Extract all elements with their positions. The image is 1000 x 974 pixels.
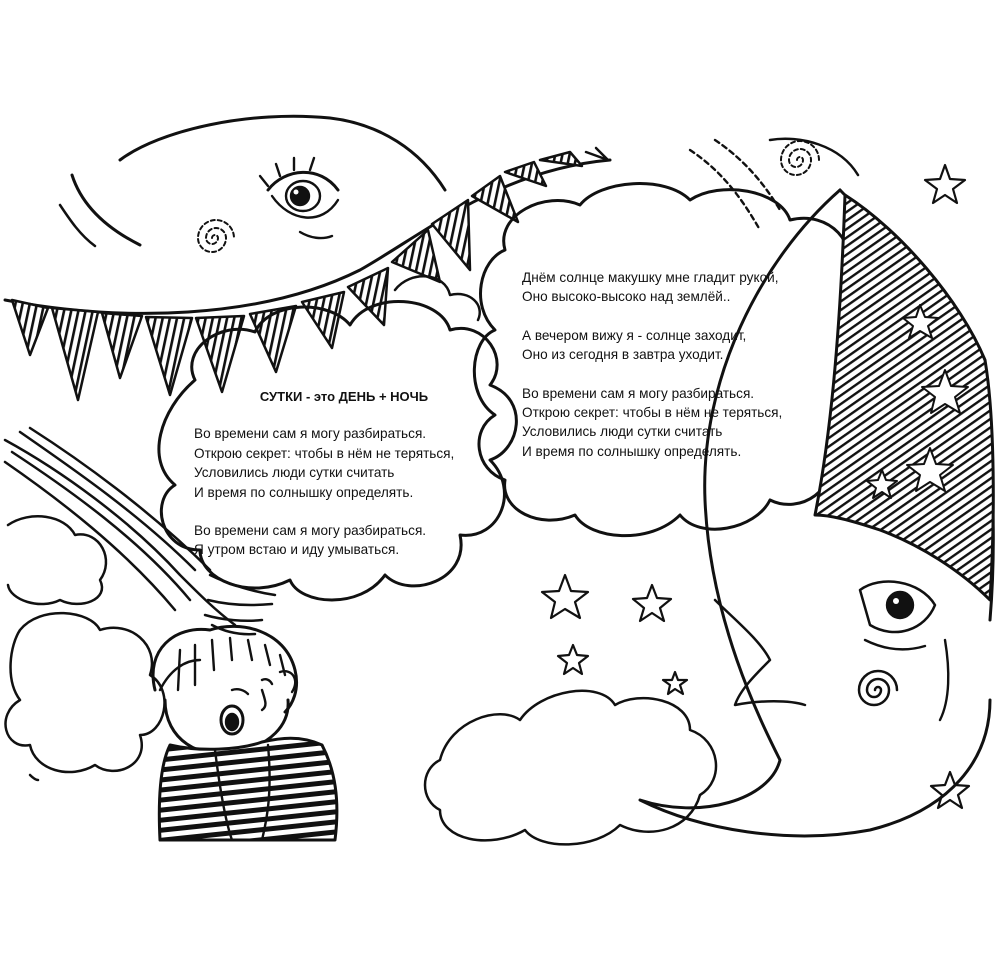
- right-stanza-1: [522, 268, 842, 307]
- poem-line: Днём солнце макушку мне гладит рукой,: [522, 270, 779, 285]
- sun-face: [60, 116, 445, 252]
- boy: [153, 626, 337, 840]
- left-poem: [194, 387, 494, 579]
- right-poem: [522, 268, 842, 480]
- poem-line: Открою секрет: чтобы в нём не теряться,: [522, 405, 783, 421]
- poem-line: Открою секрет: чтобы в нём не теряться,: [194, 445, 455, 461]
- right-stanza-3: [522, 384, 842, 462]
- right-stanza-2: [522, 326, 842, 365]
- poem-line: Оно высоко-высоко над землёй..: [522, 289, 731, 305]
- poem-line: И время по солнышку определять.: [522, 443, 742, 459]
- poem-line: Условились люди сутки считать: [194, 465, 395, 481]
- poem-line: Во времени сам я могу разбираться.: [522, 385, 755, 401]
- left-stanza-1: [194, 424, 494, 502]
- left-stanza-2: [194, 521, 494, 560]
- cloud-bottom: [425, 691, 716, 845]
- poem-line: Во времени сам я могу разбираться.: [194, 426, 427, 442]
- poem-line: Я утром встаю и иду умываться.: [194, 542, 400, 558]
- poem-line: Во времени сам я могу разбираться.: [194, 523, 427, 539]
- poem-line: А вечером вижу я - солнце заходит,: [522, 327, 747, 343]
- poem-title: СУТКИ - это ДЕНЬ + НОЧЬ: [259, 389, 429, 404]
- clouds-left: [6, 516, 165, 780]
- bunting-garland: [5, 148, 610, 400]
- poem-line: И время по солнышку определять.: [194, 484, 414, 500]
- poem-line: Условились люди сутки считать: [522, 424, 723, 440]
- poem-line: Оно из сегодня в завтра уходит.: [522, 347, 724, 363]
